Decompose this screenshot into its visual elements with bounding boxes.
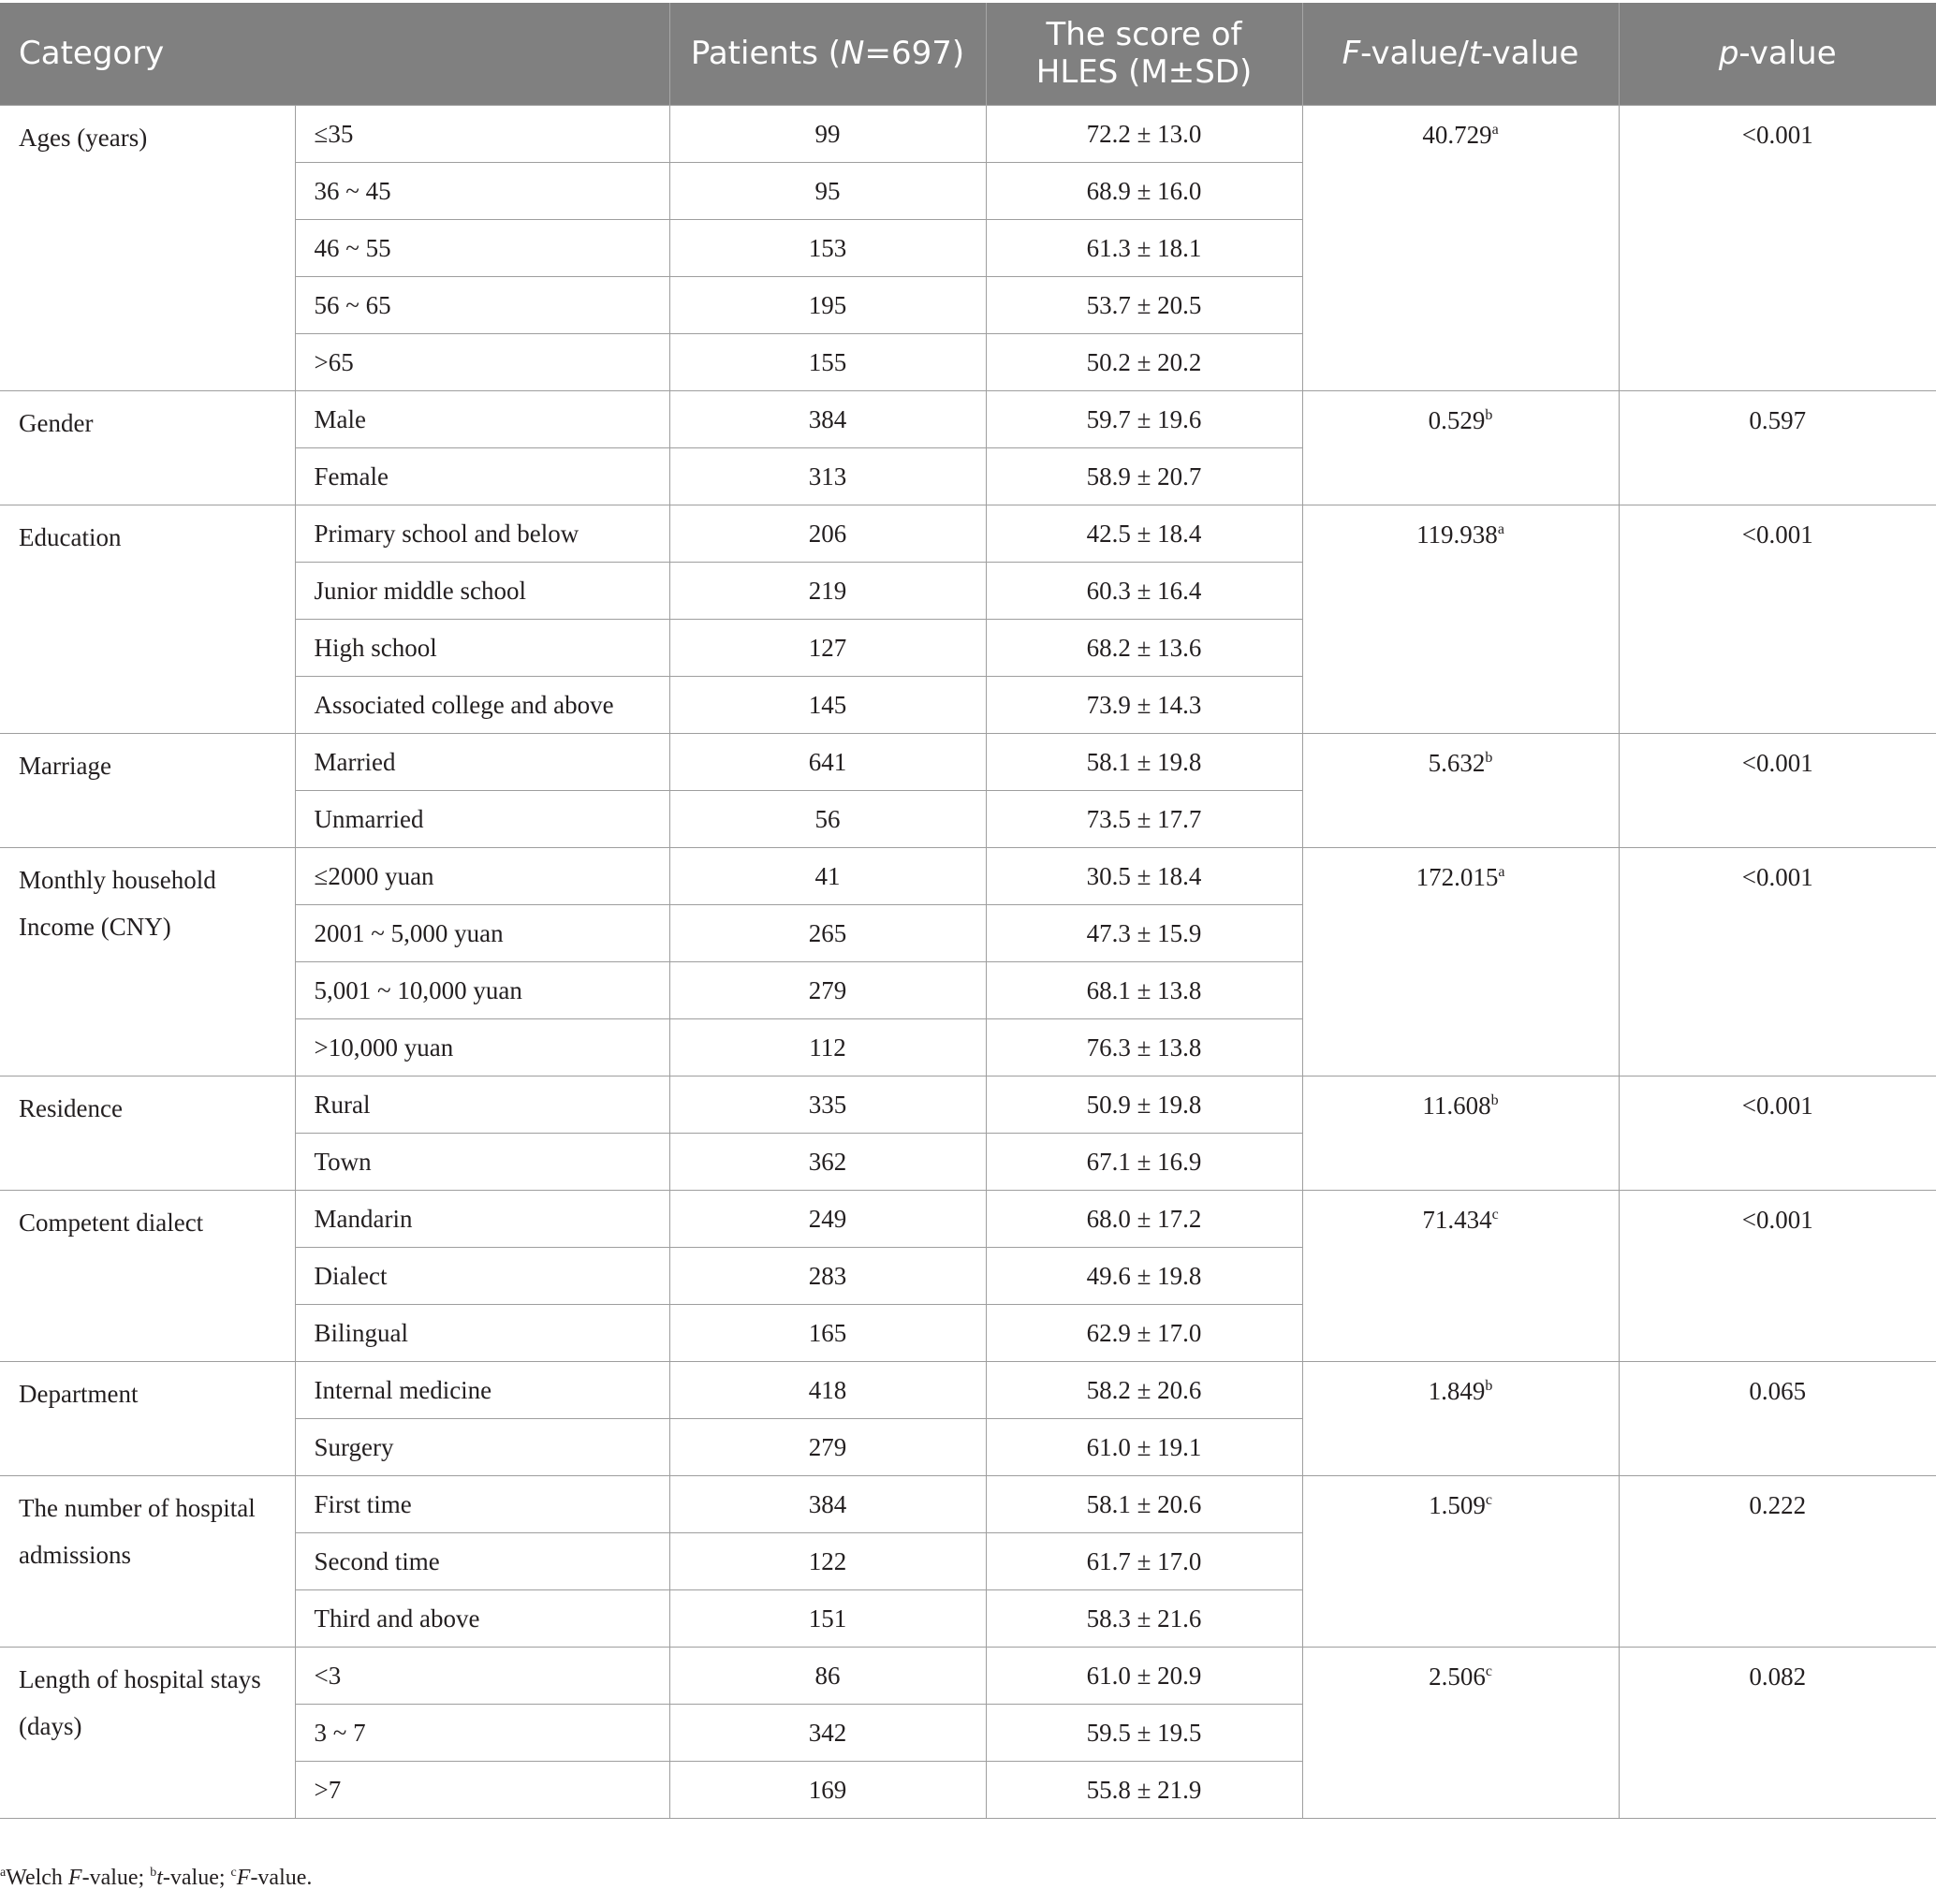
stat-value-cell [1302,1190,1619,1361]
p-value-cell: <0.001 [1619,1190,1936,1361]
patients-cell: 265 [669,904,986,961]
patients-cell: 145 [669,676,986,733]
header-category: Category [0,3,669,105]
patients-cell: 99 [669,105,986,162]
stat-value: 119.938 [1416,520,1498,549]
stat-value: 2.506 [1429,1662,1486,1691]
table-row [0,733,1936,790]
stat-superscript: b [1490,1091,1499,1108]
stat-value: 11.608 [1422,1091,1491,1120]
header-f-t-value: F-value/t-value [1302,3,1619,105]
category-cell: Education [0,505,295,733]
patients-cell: 127 [669,619,986,676]
stat-value-cell [1302,1361,1619,1475]
stat-value-cell [1302,1475,1619,1647]
table-row [0,1190,1936,1247]
subcategory-cell: Dialect [295,1247,669,1304]
table-body [0,105,1936,1818]
header-p-value: p-value [1619,3,1936,105]
subcategory-cell: Male [295,390,669,447]
stat-superscript: a [1491,121,1499,138]
table-row [0,1475,1936,1532]
header-row [0,3,1936,105]
patients-cell: 279 [669,961,986,1018]
table-row [0,1361,1936,1418]
stat-value: 1.849 [1428,1376,1486,1405]
score-cell: 55.8 ± 21.9 [986,1761,1302,1818]
stat-superscript: c [1485,1491,1492,1508]
patients-cell: 362 [669,1133,986,1190]
subcategory-cell: Associated college and above [295,676,669,733]
patients-cell: 155 [669,333,986,390]
subcategory-cell: First time [295,1475,669,1532]
subcategory-cell: 56 ~ 65 [295,276,669,333]
score-cell: 59.5 ± 19.5 [986,1704,1302,1761]
subcategory-cell: Bilingual [295,1304,669,1361]
subcategory-cell: Unmarried [295,790,669,847]
patients-cell: 195 [669,276,986,333]
subcategory-cell: >10,000 yuan [295,1018,669,1076]
hles-table [0,3,1936,1819]
table-row [0,105,1936,162]
score-cell: 42.5 ± 18.4 [986,505,1302,562]
patients-cell: 283 [669,1247,986,1304]
subcategory-cell: ≤35 [295,105,669,162]
subcategory-cell: Surgery [295,1418,669,1475]
score-cell: 73.5 ± 17.7 [986,790,1302,847]
table-row [0,1647,1936,1704]
stat-value-cell [1302,733,1619,847]
score-cell: 61.0 ± 19.1 [986,1418,1302,1475]
patients-cell: 641 [669,733,986,790]
score-cell: 61.7 ± 17.0 [986,1532,1302,1589]
patients-cell: 122 [669,1532,986,1589]
score-cell: 58.1 ± 20.6 [986,1475,1302,1532]
stat-value-cell [1302,1076,1619,1190]
table-row [0,1076,1936,1133]
patients-cell: 219 [669,562,986,619]
subcategory-cell: 2001 ~ 5,000 yuan [295,904,669,961]
stat-value-cell [1302,390,1619,505]
stat-superscript: c [1485,1662,1492,1679]
stat-superscript: c [1491,1206,1499,1223]
p-value-cell: <0.001 [1619,847,1936,1076]
subcategory-cell: Third and above [295,1589,669,1647]
patients-cell: 169 [669,1761,986,1818]
patients-cell: 342 [669,1704,986,1761]
stat-value: 5.632 [1428,748,1486,777]
score-cell: 58.1 ± 19.8 [986,733,1302,790]
subcategory-cell: 36 ~ 45 [295,162,669,219]
score-cell: 50.9 ± 19.8 [986,1076,1302,1133]
patients-cell: 279 [669,1418,986,1475]
stat-value-cell [1302,505,1619,733]
header-patients: Patients (N=697) [669,3,986,105]
subcategory-cell: Town [295,1133,669,1190]
stat-superscript: a [1498,863,1505,880]
score-cell: 67.1 ± 16.9 [986,1133,1302,1190]
subcategory-cell: Married [295,733,669,790]
patients-cell: 153 [669,219,986,276]
patients-cell: 41 [669,847,986,904]
p-value-cell: <0.001 [1619,105,1936,390]
subcategory-cell: ≤2000 yuan [295,847,669,904]
subcategory-cell: High school [295,619,669,676]
category-cell: Marriage [0,733,295,847]
stat-value: 0.529 [1428,405,1486,434]
score-cell: 58.3 ± 21.6 [986,1589,1302,1647]
category-cell: Monthly household Income (CNY) [0,847,295,1076]
subcategory-cell: Primary school and below [295,505,669,562]
patients-cell: 151 [669,1589,986,1647]
patients-cell: 86 [669,1647,986,1704]
header-score: The score of HLES (M±SD) [986,3,1302,105]
p-value-cell: 0.597 [1619,390,1936,505]
subcategory-cell: Mandarin [295,1190,669,1247]
table-row [0,390,1936,447]
category-cell: Residence [0,1076,295,1190]
category-cell: Ages (years) [0,105,295,390]
subcategory-cell: Second time [295,1532,669,1589]
score-cell: 60.3 ± 16.4 [986,562,1302,619]
stat-superscript: b [1485,749,1493,766]
subcategory-cell: Female [295,447,669,505]
patients-cell: 384 [669,390,986,447]
patients-cell: 384 [669,1475,986,1532]
patients-cell: 418 [669,1361,986,1418]
table-footnote: $^a$Welch F-value; $^b$t-value; $^c$F-value. [0,1866,313,1890]
p-value-cell: 0.065 [1619,1361,1936,1475]
patients-cell: 206 [669,505,986,562]
stat-superscript: a [1497,520,1504,537]
score-cell: 53.7 ± 20.5 [986,276,1302,333]
subcategory-cell: <3 [295,1647,669,1704]
score-cell: 49.6 ± 19.8 [986,1247,1302,1304]
patients-cell: 313 [669,447,986,505]
score-cell: 30.5 ± 18.4 [986,847,1302,904]
score-cell: 58.9 ± 20.7 [986,447,1302,505]
score-cell: 73.9 ± 14.3 [986,676,1302,733]
category-cell: Competent dialect [0,1190,295,1361]
p-value-cell: <0.001 [1619,733,1936,847]
stat-value-cell [1302,1647,1619,1818]
subcategory-cell: 46 ~ 55 [295,219,669,276]
patients-cell: 95 [669,162,986,219]
category-cell: Gender [0,390,295,505]
score-cell: 59.7 ± 19.6 [986,390,1302,447]
score-cell: 62.9 ± 17.0 [986,1304,1302,1361]
p-value-cell: <0.001 [1619,505,1936,733]
score-cell: 50.2 ± 20.2 [986,333,1302,390]
score-cell: 68.9 ± 16.0 [986,162,1302,219]
stat-value: 40.729 [1422,120,1492,149]
stat-value-cell [1302,105,1619,390]
subcategory-cell: Internal medicine [295,1361,669,1418]
category-cell: Length of hospital stays (days) [0,1647,295,1818]
stat-superscript: b [1485,406,1493,423]
score-cell: 47.3 ± 15.9 [986,904,1302,961]
table-row [0,847,1936,904]
score-cell: 72.2 ± 13.0 [986,105,1302,162]
p-value-cell: 0.222 [1619,1475,1936,1647]
table-row [0,505,1936,562]
category-cell: Department [0,1361,295,1475]
patients-cell: 56 [669,790,986,847]
subcategory-cell: 3 ~ 7 [295,1704,669,1761]
stat-value: 172.015 [1415,862,1499,891]
score-cell: 61.0 ± 20.9 [986,1647,1302,1704]
subcategory-cell: >7 [295,1761,669,1818]
p-value-cell: 0.082 [1619,1647,1936,1818]
patients-cell: 249 [669,1190,986,1247]
patients-cell: 112 [669,1018,986,1076]
score-cell: 68.2 ± 13.6 [986,619,1302,676]
stat-value: 1.509 [1429,1490,1486,1519]
patients-cell: 165 [669,1304,986,1361]
stat-value-cell [1302,847,1619,1076]
category-cell: The number of hospital admissions [0,1475,295,1647]
subcategory-cell: 5,001 ~ 10,000 yuan [295,961,669,1018]
patients-cell: 335 [669,1076,986,1133]
score-cell: 68.0 ± 17.2 [986,1190,1302,1247]
score-cell: 58.2 ± 20.6 [986,1361,1302,1418]
score-cell: 61.3 ± 18.1 [986,219,1302,276]
subcategory-cell: >65 [295,333,669,390]
stat-superscript: b [1485,1377,1493,1394]
p-value-cell: <0.001 [1619,1076,1936,1190]
subcategory-cell: Junior middle school [295,562,669,619]
subcategory-cell: Rural [295,1076,669,1133]
score-cell: 76.3 ± 13.8 [986,1018,1302,1076]
score-cell: 68.1 ± 13.8 [986,961,1302,1018]
stat-value: 71.434 [1422,1205,1492,1234]
